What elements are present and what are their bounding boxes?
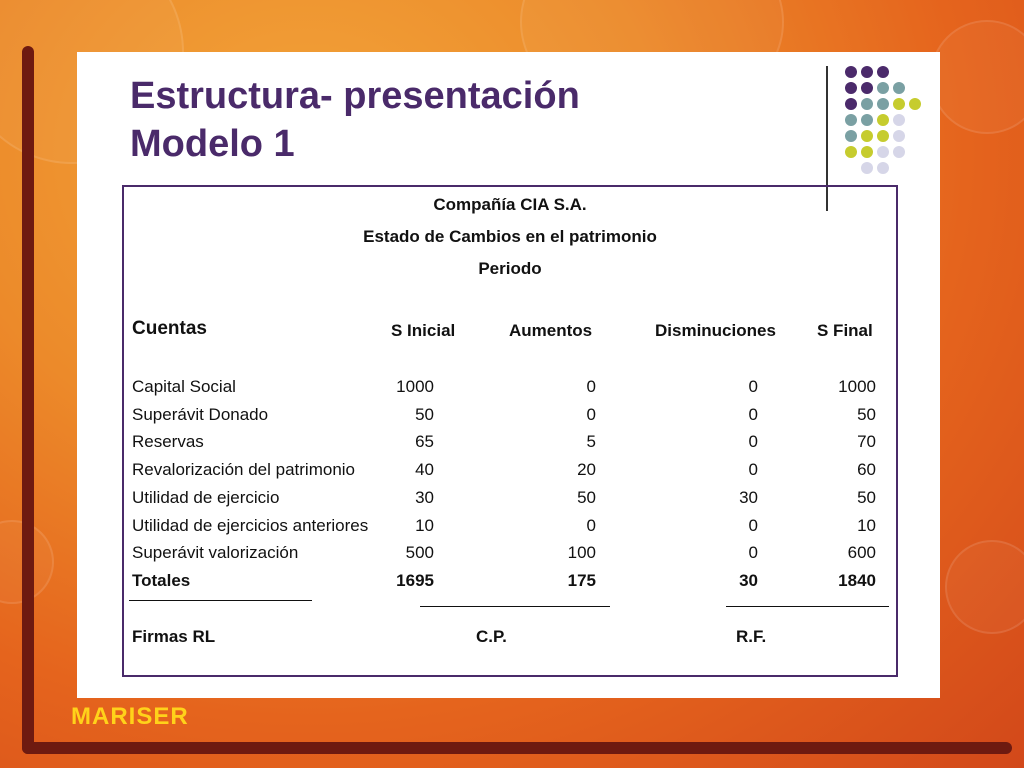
aumentos-value: 5 xyxy=(586,432,596,452)
s-inicial-value: 10 xyxy=(415,515,434,535)
s-inicial-value: 65 xyxy=(415,432,434,452)
signature-cp: C.P. xyxy=(476,627,507,646)
account-name: Superávit valorización xyxy=(132,543,299,563)
brand-label: MARISER xyxy=(71,703,189,730)
background-bubble xyxy=(930,20,1024,134)
disminuciones-value: 0 xyxy=(748,460,758,480)
disminuciones-value: 0 xyxy=(748,543,758,563)
aumentos-value: 0 xyxy=(586,404,596,424)
s-final-value: 10 xyxy=(857,515,876,535)
decorative-dot xyxy=(877,162,889,174)
decorative-dot xyxy=(861,82,873,94)
disminuciones-value: 30 xyxy=(739,487,758,507)
decorative-dot xyxy=(877,114,889,126)
decorative-dot xyxy=(893,146,905,158)
s-inicial-value: 500 xyxy=(405,543,434,563)
s-final-value: 1000 xyxy=(838,377,876,396)
aumentos-value: 50 xyxy=(577,487,596,507)
decorative-dot xyxy=(877,98,889,110)
decorative-dot xyxy=(893,98,905,110)
decorative-dot xyxy=(909,98,921,110)
decorative-dot xyxy=(861,130,873,142)
decorative-dot xyxy=(893,82,905,94)
decorative-dot xyxy=(893,114,905,126)
decorative-dot xyxy=(861,114,873,126)
account-name: Utilidad de ejercicios anteriores xyxy=(132,515,369,535)
decorative-dot xyxy=(845,66,857,78)
decorative-dot xyxy=(861,98,873,110)
aumentos-value: 0 xyxy=(586,377,596,396)
s-final-value: 600 xyxy=(847,543,876,563)
account-name: Capital Social xyxy=(132,377,236,396)
s-final-value: 50 xyxy=(857,404,876,424)
signature-line xyxy=(726,606,889,607)
slide-panel xyxy=(77,52,940,698)
decorative-dot xyxy=(861,146,873,158)
decorative-dot xyxy=(877,146,889,158)
frame-left-bar xyxy=(22,46,34,754)
header-cuentas: Cuentas xyxy=(132,318,207,339)
decorative-dot xyxy=(845,114,857,126)
disminuciones-value: 0 xyxy=(748,432,758,452)
totals-label: Totales xyxy=(132,571,191,590)
s-inicial-value: 50 xyxy=(415,404,434,424)
header-s-final: S Final xyxy=(817,321,873,340)
decorative-dot xyxy=(877,66,889,78)
account-name: Utilidad de ejercicio xyxy=(132,487,280,507)
signature-line xyxy=(420,606,610,607)
totals-disminuciones: 30 xyxy=(739,571,758,590)
header-s-inicial: S Inicial xyxy=(391,321,456,340)
decorative-dot xyxy=(877,130,889,142)
decorative-dot xyxy=(893,130,905,142)
header-disminuciones: Disminuciones xyxy=(655,321,776,340)
company-name: Compañía CIA S.A. xyxy=(433,195,587,214)
disminuciones-value: 0 xyxy=(748,515,758,535)
s-inicial-value: 30 xyxy=(415,487,434,507)
report-title: Estado de Cambios en el patrimonio xyxy=(363,227,657,246)
disminuciones-value: 0 xyxy=(748,377,758,396)
totals-inicial: 1695 xyxy=(396,571,434,590)
decorative-dot xyxy=(845,98,857,110)
account-name: Superávit Donado xyxy=(132,404,269,424)
decorative-dot xyxy=(877,82,889,94)
statement-box xyxy=(122,185,898,677)
title-line-1: Estructura- presentación xyxy=(130,75,580,117)
slide-title xyxy=(130,72,580,168)
decorative-dot xyxy=(845,82,857,94)
title-line-2: Modelo 1 xyxy=(130,123,295,165)
report-period: Periodo xyxy=(478,259,542,278)
decorative-dot xyxy=(861,66,873,78)
signature-rl: Firmas RL xyxy=(132,627,216,646)
background-bubble xyxy=(945,540,1024,634)
s-final-value: 50 xyxy=(857,487,876,507)
s-inicial-value: 1000 xyxy=(396,377,434,396)
header-aumentos: Aumentos xyxy=(509,321,593,340)
signature-line xyxy=(129,600,312,601)
signature-rf: R.F. xyxy=(736,627,767,646)
decorative-dot xyxy=(861,162,873,174)
decorative-dot xyxy=(845,130,857,142)
aumentos-value: 20 xyxy=(577,460,596,480)
frame-bottom-bar xyxy=(22,742,1012,754)
decorative-dot xyxy=(845,146,857,158)
aumentos-value: 100 xyxy=(567,543,596,563)
aumentos-value: 0 xyxy=(586,515,596,535)
totals-aumentos: 175 xyxy=(567,571,596,590)
totals-final: 1840 xyxy=(838,571,876,590)
account-name: Revalorización del patrimonio xyxy=(132,460,356,480)
s-final-value: 70 xyxy=(857,432,876,452)
s-inicial-value: 40 xyxy=(415,460,434,480)
s-final-value: 60 xyxy=(857,460,876,480)
disminuciones-value: 0 xyxy=(748,404,758,424)
account-name: Reservas xyxy=(132,432,204,452)
